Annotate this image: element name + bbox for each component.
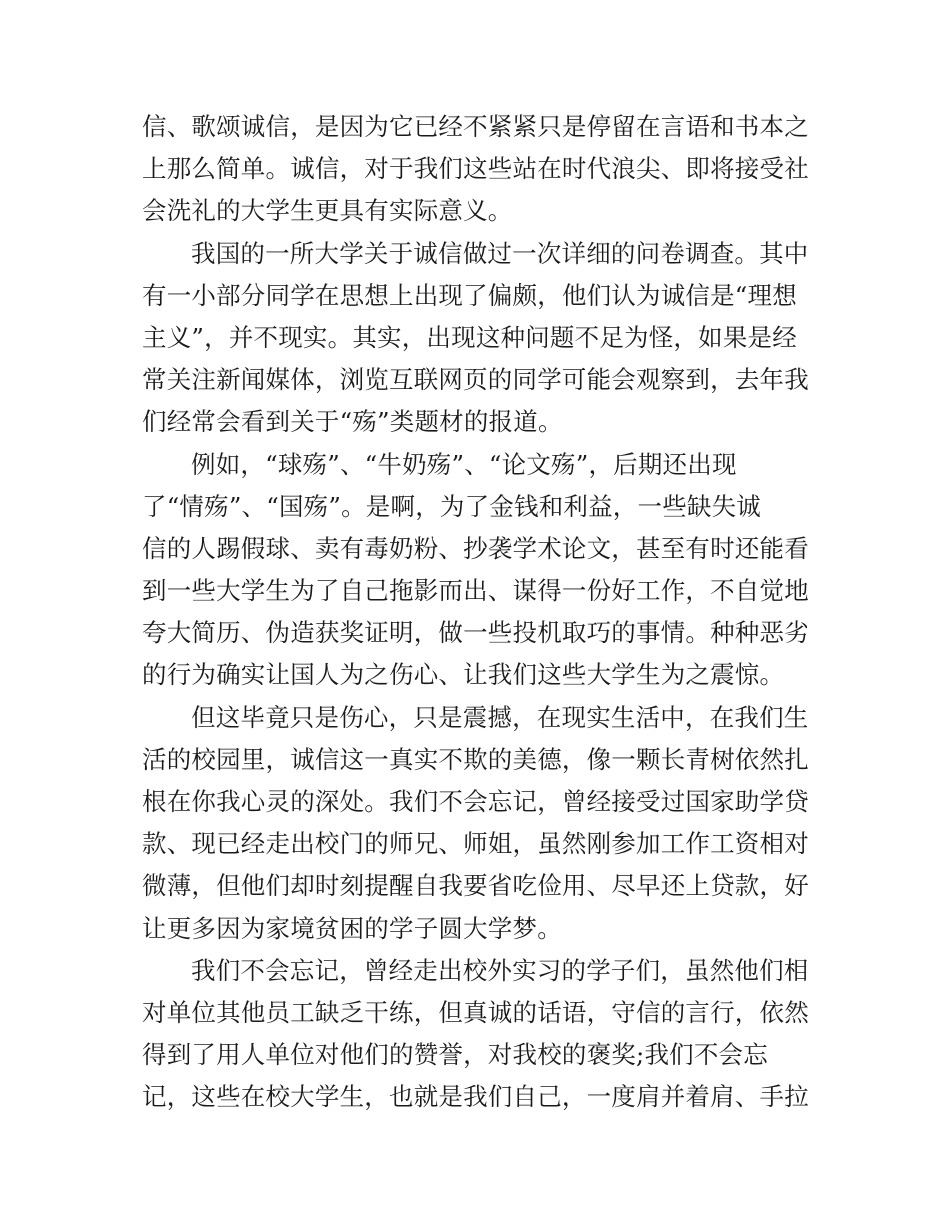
text-line: 的行为确实让国人为之伤心、让我们这些大学生为之震惊。 (142, 660, 785, 690)
text-line: 信、歌颂诚信，是因为它已经不紧紧只是停留在言语和书本之 (142, 112, 809, 141)
paragraph-first-line: 但这毕竟只是伤心，只是震撼，在现实生活中，在我们生 (191, 702, 809, 732)
paragraph-first-line: 我们不会忘记，曾经走出校外实习的学子们，虽然他们相 (191, 955, 809, 985)
text-line: 有一小部分同学在思想上出现了偏颇，他们认为诚信是“理想 (142, 280, 797, 310)
paragraph-first-line: 我国的一所大学关于诚信做过一次详细的问卷调查。其中 (191, 238, 809, 268)
text-line: 微薄，但他们却时刻提醒自我要省吃俭用、尽早还上贷款，好 (142, 871, 809, 901)
paragraph-first-line: 例如，“球殇”、“牛奶殇”、“论文殇”，后期还出现 (191, 449, 737, 479)
text-line: 了“情殇”、“国殇”。是啊，为了金钱和利益，一些缺失诚 (142, 491, 761, 521)
text-line: 记，这些在校大学生，也就是我们自己，一度肩并着肩、手拉 (142, 1082, 809, 1112)
text-line: 款、现已经走出校门的师兄、师姐，虽然刚参加工作工资相对 (142, 829, 809, 859)
text-line: 会洗礼的大学生更具有实际意义。 (142, 196, 513, 226)
text-line: 夸大简历、伪造获奖证明，做一些投机取巧的事情。种种恶劣 (142, 618, 809, 648)
text-line: 常关注新闻媒体，浏览互联网页的同学可能会观察到，去年我 (142, 365, 809, 395)
text-line: 根在你我心灵的深处。我们不会忘记，曾经接受过国家助学贷 (142, 787, 809, 816)
text-line: 活的校园里，诚信这一真实不欺的美德，像一颗长青树依然扎 (142, 744, 809, 774)
text-line: 到一些大学生为了自己拖影而出、谋得一份好工作，不自觉地 (142, 576, 809, 606)
text-line: 信的人踢假球、卖有毒奶粉、抄袭学术论文，甚至有时还能看 (142, 533, 809, 563)
text-line: 们经常会看到关于“殇”类题材的报道。 (142, 407, 563, 437)
text-line: 主义”，并不现实。其实，出现这种问题不足为怪，如果是经 (142, 322, 797, 352)
text-line: 上那么简单。诚信，对于我们这些站在时代浪尖、即将接受社 (142, 154, 809, 184)
text-line: 让更多因为家境贫困的学子圆大学梦。 (142, 913, 562, 943)
text-line: 对单位其他员工缺乏干练，但真诚的话语，守信的言行，依然 (142, 997, 809, 1027)
text-line: 得到了用人单位对他们的赞誉，对我校的褒奖;我们不会忘 (142, 1040, 768, 1070)
body-text (142, 106, 812, 1119)
